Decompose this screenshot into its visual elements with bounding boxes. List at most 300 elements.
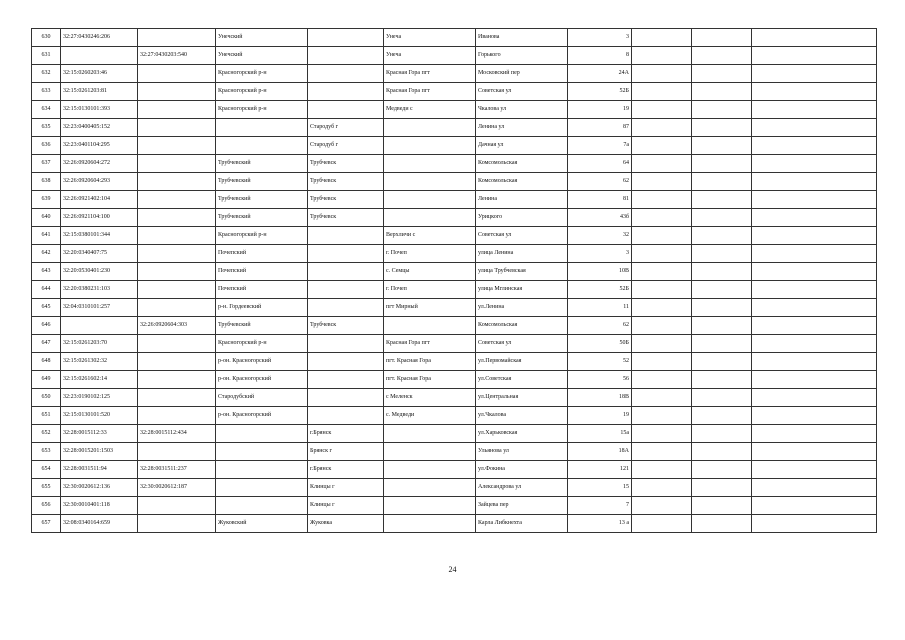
city-cell (308, 353, 384, 371)
house-number-cell: 50Б (568, 335, 632, 353)
row-number-cell: 637 (32, 155, 61, 173)
district-cell: Почепский (216, 245, 308, 263)
street-cell: ул.Первомайская (476, 353, 568, 371)
locality-cell (384, 173, 476, 191)
empty-cell (692, 317, 752, 335)
empty-cell (692, 29, 752, 47)
empty-cell (692, 83, 752, 101)
cadastral-number-cell: 32:15:0130101:393 (61, 101, 138, 119)
table-row (32, 353, 877, 371)
row-number-cell: 634 (32, 101, 61, 119)
locality-cell (384, 209, 476, 227)
empty-cell (692, 299, 752, 317)
locality-cell: г. Почеп (384, 245, 476, 263)
cadastral-number-cell: 32:15:0261203:81 (61, 83, 138, 101)
house-number-cell: 62 (568, 173, 632, 191)
empty-cell (632, 65, 692, 83)
cadastral-number-cell: 32:26:0920604:293 (61, 173, 138, 191)
empty-cell (752, 137, 877, 155)
row-number-cell: 647 (32, 335, 61, 353)
empty-cell (632, 443, 692, 461)
empty-cell (632, 47, 692, 65)
empty-cell (632, 191, 692, 209)
city-cell: Клинцы г (308, 497, 384, 515)
empty-cell (752, 335, 877, 353)
table-row (32, 389, 877, 407)
locality-cell (384, 497, 476, 515)
empty-cell (752, 173, 877, 191)
empty-cell (632, 173, 692, 191)
district-cell: Трубчевский (216, 155, 308, 173)
city-cell: г.Брянск (308, 425, 384, 443)
street-cell: Иванова (476, 29, 568, 47)
house-number-cell: 7а (568, 137, 632, 155)
empty-cell (752, 407, 877, 425)
cadastral-number-cell (61, 317, 138, 335)
house-number-cell: 19 (568, 407, 632, 425)
house-number-cell: 10В (568, 263, 632, 281)
city-cell: Трубчевск (308, 209, 384, 227)
second-cadastral-number-cell (138, 371, 216, 389)
street-cell: Горького (476, 47, 568, 65)
empty-cell (632, 263, 692, 281)
city-cell (308, 245, 384, 263)
row-number-cell: 642 (32, 245, 61, 263)
empty-cell (692, 353, 752, 371)
street-cell: улица Трубчевская (476, 263, 568, 281)
row-number-cell: 651 (32, 407, 61, 425)
table-row (32, 191, 877, 209)
address-register-table (31, 28, 877, 533)
second-cadastral-number-cell (138, 407, 216, 425)
empty-cell (692, 497, 752, 515)
empty-cell (752, 281, 877, 299)
locality-cell (384, 479, 476, 497)
street-cell: Московский пер (476, 65, 568, 83)
row-number-cell: 632 (32, 65, 61, 83)
empty-cell (692, 281, 752, 299)
empty-cell (632, 425, 692, 443)
district-cell (216, 461, 308, 479)
locality-cell: г. Почеп (384, 281, 476, 299)
cadastral-number-cell: 32:20:0380231:103 (61, 281, 138, 299)
city-cell: Трубчевск (308, 173, 384, 191)
empty-cell (632, 83, 692, 101)
locality-cell: Верхличи с (384, 227, 476, 245)
second-cadastral-number-cell (138, 515, 216, 533)
district-cell: Красногорский р-н (216, 227, 308, 245)
empty-cell (632, 335, 692, 353)
row-number-cell: 652 (32, 425, 61, 443)
house-number-cell: 64 (568, 155, 632, 173)
street-cell: Ульянова ул (476, 443, 568, 461)
row-number-cell: 656 (32, 497, 61, 515)
empty-cell (752, 101, 877, 119)
second-cadastral-number-cell (138, 119, 216, 137)
empty-cell (632, 479, 692, 497)
locality-cell: Медведи с (384, 101, 476, 119)
row-number-cell: 655 (32, 479, 61, 497)
house-number-cell: 18В (568, 389, 632, 407)
empty-cell (632, 371, 692, 389)
row-number-cell: 646 (32, 317, 61, 335)
street-cell: Ленина (476, 191, 568, 209)
second-cadastral-number-cell (138, 353, 216, 371)
table-row (32, 281, 877, 299)
row-number-cell: 630 (32, 29, 61, 47)
locality-cell (384, 137, 476, 155)
second-cadastral-number-cell: 32:28:0031511:237 (138, 461, 216, 479)
second-cadastral-number-cell (138, 299, 216, 317)
city-cell (308, 65, 384, 83)
empty-cell (692, 191, 752, 209)
district-cell: Почепский (216, 263, 308, 281)
second-cadastral-number-cell (138, 137, 216, 155)
row-number-cell: 639 (32, 191, 61, 209)
cadastral-number-cell: 32:28:0015201:1503 (61, 443, 138, 461)
empty-cell (752, 245, 877, 263)
empty-cell (752, 47, 877, 65)
cadastral-number-cell: 32:23:0401104:295 (61, 137, 138, 155)
district-cell: р-он. Красногорский (216, 371, 308, 389)
table-row (32, 407, 877, 425)
row-number-cell: 636 (32, 137, 61, 155)
street-cell: Карла Либкнехта (476, 515, 568, 533)
second-cadastral-number-cell (138, 155, 216, 173)
empty-cell (692, 479, 752, 497)
table-row (32, 29, 877, 47)
locality-cell (384, 515, 476, 533)
street-cell: улица Мглинская (476, 281, 568, 299)
empty-cell (692, 443, 752, 461)
table-row (32, 137, 877, 155)
table-row (32, 227, 877, 245)
district-cell: Красногорский р-н (216, 83, 308, 101)
empty-cell (752, 479, 877, 497)
empty-cell (632, 245, 692, 263)
locality-cell: пгт Мирный (384, 299, 476, 317)
empty-cell (752, 227, 877, 245)
cadastral-number-cell: 32:28:0031511:94 (61, 461, 138, 479)
table-row (32, 299, 877, 317)
district-cell: Унечский (216, 47, 308, 65)
empty-cell (752, 443, 877, 461)
table-row (32, 371, 877, 389)
row-number-cell: 635 (32, 119, 61, 137)
cadastral-number-cell: 32:15:0260203:46 (61, 65, 138, 83)
table-row (32, 83, 877, 101)
district-cell: Трубчевский (216, 173, 308, 191)
row-number-cell: 657 (32, 515, 61, 533)
house-number-cell: 18А (568, 443, 632, 461)
empty-cell (692, 47, 752, 65)
empty-cell (632, 353, 692, 371)
district-cell (216, 443, 308, 461)
cadastral-number-cell: 32:15:0261203:70 (61, 335, 138, 353)
empty-cell (632, 407, 692, 425)
empty-cell (692, 227, 752, 245)
cadastral-number-cell: 32:15:0380101:344 (61, 227, 138, 245)
district-cell (216, 119, 308, 137)
district-cell (216, 137, 308, 155)
city-cell (308, 281, 384, 299)
locality-cell: Красная Гора пгт (384, 83, 476, 101)
row-number-cell: 643 (32, 263, 61, 281)
empty-cell (752, 317, 877, 335)
cadastral-number-cell: 32:15:0261602:14 (61, 371, 138, 389)
house-number-cell: 3 (568, 29, 632, 47)
empty-cell (752, 155, 877, 173)
city-cell: Стародуб г (308, 137, 384, 155)
empty-cell (752, 263, 877, 281)
empty-cell (752, 119, 877, 137)
city-cell (308, 335, 384, 353)
empty-cell (632, 281, 692, 299)
table-row (32, 173, 877, 191)
city-cell (308, 47, 384, 65)
row-number-cell: 640 (32, 209, 61, 227)
district-cell: Жуковский (216, 515, 308, 533)
row-number-cell: 650 (32, 389, 61, 407)
empty-cell (752, 65, 877, 83)
street-cell: ул.Чкалова (476, 407, 568, 425)
second-cadastral-number-cell (138, 29, 216, 47)
street-cell: ул.Советская (476, 371, 568, 389)
empty-cell (692, 137, 752, 155)
city-cell (308, 29, 384, 47)
city-cell (308, 371, 384, 389)
street-cell: Чкалова ул (476, 101, 568, 119)
house-number-cell: 87 (568, 119, 632, 137)
second-cadastral-number-cell (138, 83, 216, 101)
second-cadastral-number-cell: 32:28:0015112:434 (138, 425, 216, 443)
city-cell: Трубчевск (308, 317, 384, 335)
street-cell: Советская ул (476, 83, 568, 101)
locality-cell (384, 443, 476, 461)
house-number-cell: 11 (568, 299, 632, 317)
city-cell (308, 83, 384, 101)
empty-cell (752, 353, 877, 371)
empty-cell (632, 227, 692, 245)
house-number-cell: 56 (568, 371, 632, 389)
district-cell (216, 425, 308, 443)
cadastral-number-cell: 32:15:0130101:520 (61, 407, 138, 425)
district-cell: р-он. Красногорский (216, 407, 308, 425)
second-cadastral-number-cell (138, 173, 216, 191)
empty-cell (752, 389, 877, 407)
locality-cell (384, 191, 476, 209)
locality-cell: Унеча (384, 29, 476, 47)
locality-cell (384, 425, 476, 443)
second-cadastral-number-cell (138, 227, 216, 245)
locality-cell: пгт. Красная Гора (384, 353, 476, 371)
row-number-cell: 644 (32, 281, 61, 299)
locality-cell (384, 317, 476, 335)
district-cell: р-он. Красногорский (216, 353, 308, 371)
locality-cell (384, 155, 476, 173)
district-cell: Красногорский р-н (216, 101, 308, 119)
row-number-cell: 653 (32, 443, 61, 461)
city-cell: Трубчевск (308, 155, 384, 173)
empty-cell (692, 263, 752, 281)
empty-cell (692, 209, 752, 227)
table-row (32, 47, 877, 65)
empty-cell (632, 119, 692, 137)
house-number-cell: 52Б (568, 281, 632, 299)
second-cadastral-number-cell (138, 65, 216, 83)
empty-cell (692, 335, 752, 353)
empty-cell (692, 101, 752, 119)
locality-cell: с. Медведи (384, 407, 476, 425)
locality-cell: с Меленск (384, 389, 476, 407)
district-cell (216, 479, 308, 497)
table-row (32, 443, 877, 461)
row-number-cell: 654 (32, 461, 61, 479)
cadastral-number-cell: 32:15:0261302:32 (61, 353, 138, 371)
city-cell (308, 263, 384, 281)
empty-cell (752, 209, 877, 227)
cadastral-number-cell: 32:30:0010401:118 (61, 497, 138, 515)
house-number-cell: 13 а (568, 515, 632, 533)
second-cadastral-number-cell (138, 389, 216, 407)
empty-cell (692, 407, 752, 425)
cadastral-number-cell: 32:28:0015112:33 (61, 425, 138, 443)
table-row (32, 65, 877, 83)
district-cell: Красногорский р-н (216, 65, 308, 83)
street-cell: ул.Харьковская (476, 425, 568, 443)
empty-cell (632, 317, 692, 335)
empty-cell (632, 29, 692, 47)
empty-cell (692, 425, 752, 443)
house-number-cell: 81 (568, 191, 632, 209)
city-cell: Брянск г (308, 443, 384, 461)
house-number-cell: 62 (568, 317, 632, 335)
table-row (32, 317, 877, 335)
table-row (32, 245, 877, 263)
street-cell: Ленина ул (476, 119, 568, 137)
cadastral-number-cell: 32:23:0190102:125 (61, 389, 138, 407)
cadastral-number-cell: 32:20:0340407:75 (61, 245, 138, 263)
table-row (32, 479, 877, 497)
empty-cell (632, 389, 692, 407)
empty-cell (692, 119, 752, 137)
locality-cell: с. Семцы (384, 263, 476, 281)
street-cell: Советская ул (476, 227, 568, 245)
district-cell: Почепский (216, 281, 308, 299)
cadastral-number-cell: 32:23:0400405:152 (61, 119, 138, 137)
city-cell: Клинцы г (308, 479, 384, 497)
row-number-cell: 648 (32, 353, 61, 371)
empty-cell (692, 461, 752, 479)
empty-cell (752, 29, 877, 47)
cadastral-number-cell: 32:26:0921402:104 (61, 191, 138, 209)
row-number-cell: 649 (32, 371, 61, 389)
street-cell: ул.Фокина (476, 461, 568, 479)
city-cell (308, 299, 384, 317)
table-row (32, 461, 877, 479)
empty-cell (752, 461, 877, 479)
second-cadastral-number-cell (138, 335, 216, 353)
district-cell: р-н. Гордеевский (216, 299, 308, 317)
table-row (32, 425, 877, 443)
city-cell (308, 101, 384, 119)
empty-cell (692, 515, 752, 533)
empty-cell (752, 83, 877, 101)
street-cell: Дачная ул (476, 137, 568, 155)
locality-cell (384, 461, 476, 479)
empty-cell (752, 497, 877, 515)
empty-cell (752, 515, 877, 533)
empty-cell (752, 371, 877, 389)
row-number-cell: 645 (32, 299, 61, 317)
row-number-cell: 633 (32, 83, 61, 101)
street-cell: Комсомольская (476, 155, 568, 173)
district-cell: Унечский (216, 29, 308, 47)
locality-cell (384, 119, 476, 137)
empty-cell (632, 461, 692, 479)
empty-cell (632, 101, 692, 119)
house-number-cell: 19 (568, 101, 632, 119)
street-cell: Комсомольская (476, 317, 568, 335)
house-number-cell: 8 (568, 47, 632, 65)
second-cadastral-number-cell (138, 191, 216, 209)
street-cell: Урицкого (476, 209, 568, 227)
second-cadastral-number-cell: 32:30:0020612:187 (138, 479, 216, 497)
city-cell: Жуковка (308, 515, 384, 533)
cadastral-number-cell: 32:08:0340164:659 (61, 515, 138, 533)
table-row (32, 515, 877, 533)
locality-cell: Унеча (384, 47, 476, 65)
cadastral-number-cell: 32:20:0530401:230 (61, 263, 138, 281)
district-cell (216, 497, 308, 515)
empty-cell (692, 173, 752, 191)
house-number-cell: 121 (568, 461, 632, 479)
row-number-cell: 638 (32, 173, 61, 191)
street-cell: ул.Центральная (476, 389, 568, 407)
street-cell: Александрова ул (476, 479, 568, 497)
second-cadastral-number-cell: 32:27:0430203:540 (138, 47, 216, 65)
district-cell: Красногорский р-н (216, 335, 308, 353)
second-cadastral-number-cell (138, 209, 216, 227)
second-cadastral-number-cell (138, 245, 216, 263)
cadastral-number-cell: 32:27:0430246:206 (61, 29, 138, 47)
table-row (32, 101, 877, 119)
street-cell: Зайцева пер (476, 497, 568, 515)
table-row (32, 497, 877, 515)
empty-cell (692, 65, 752, 83)
empty-cell (632, 515, 692, 533)
table-row (32, 209, 877, 227)
table-row (32, 263, 877, 281)
district-cell: Трубчевский (216, 209, 308, 227)
house-number-cell: 7 (568, 497, 632, 515)
city-cell: Трубчевск (308, 191, 384, 209)
city-cell (308, 389, 384, 407)
city-cell (308, 227, 384, 245)
street-cell: улица Ленина (476, 245, 568, 263)
second-cadastral-number-cell: 32:26:0920604:303 (138, 317, 216, 335)
house-number-cell: 3 (568, 245, 632, 263)
empty-cell (692, 389, 752, 407)
empty-cell (752, 191, 877, 209)
cadastral-number-cell: 32:04:0310101:257 (61, 299, 138, 317)
house-number-cell: 24А (568, 65, 632, 83)
house-number-cell: 43б (568, 209, 632, 227)
empty-cell (632, 497, 692, 515)
empty-cell (692, 371, 752, 389)
row-number-cell: 641 (32, 227, 61, 245)
house-number-cell: 15 (568, 479, 632, 497)
